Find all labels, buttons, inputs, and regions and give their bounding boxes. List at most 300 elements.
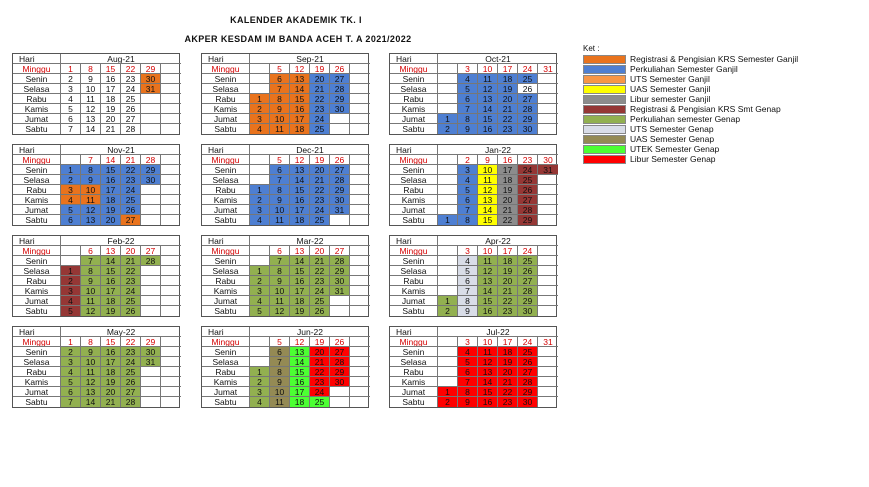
date-cell [350,337,370,347]
date-cell [250,246,270,256]
date-cell [538,84,558,94]
date-cell [330,124,350,134]
date-cell: 14 [478,205,498,215]
date-cell [161,205,181,215]
date-cell: 6 [270,165,290,175]
date-cell: 19 [310,64,330,74]
date-cell: 5 [270,337,290,347]
date-cell: 30 [518,124,538,134]
date-cell: 4 [61,94,81,104]
date-cell: 17 [498,337,518,347]
day-label-rabu: Rabu [202,367,250,377]
date-cell: 18 [290,215,310,225]
date-cell [161,296,181,306]
date-cell: 26 [518,185,538,195]
date-cell: 9 [458,124,478,134]
day-label-jumat: Jumat [13,205,61,215]
date-cell: 1 [61,266,81,276]
legend-label: UTS Semester Genap [630,124,714,134]
date-cell: 14 [290,256,310,266]
date-cell: 10 [81,84,101,94]
date-cell: 14 [478,286,498,296]
date-cell: 16 [478,397,498,407]
date-cell [538,114,558,124]
date-cell: 19 [498,185,518,195]
day-label-minggu: Minggu [202,246,250,256]
date-cell [538,387,558,397]
date-cell: 3 [61,185,81,195]
date-cell: 29 [518,296,538,306]
date-cell: 30 [518,397,538,407]
date-cell: 28 [518,377,538,387]
date-cell [438,155,458,165]
date-cell: 29 [330,367,350,377]
date-cell: 29 [518,215,538,225]
date-cell: 1 [250,185,270,195]
date-cell: 5 [270,155,290,165]
legend-item [583,144,719,154]
date-cell: 18 [101,367,121,377]
day-label-selasa: Selasa [202,84,250,94]
date-cell: 30 [330,195,350,205]
date-cell: 15 [290,185,310,195]
date-cell: 9 [81,276,101,286]
date-cell [350,377,370,387]
date-cell: 1 [250,367,270,377]
date-cell: 29 [330,185,350,195]
day-label-minggu: Minggu [202,155,250,165]
date-cell: 7 [270,256,290,266]
date-cell: 6 [270,246,290,256]
date-cell: 16 [478,124,498,134]
legend-swatch [583,95,626,104]
legend-item [583,104,781,114]
date-cell: 7 [458,104,478,114]
date-cell [161,337,181,347]
date-cell [538,104,558,114]
date-cell: 21 [101,397,121,407]
date-cell [438,347,458,357]
date-cell: 1 [250,94,270,104]
date-cell: 18 [290,397,310,407]
day-label-senin: Senin [390,74,438,84]
date-cell [161,306,181,316]
date-cell: 3 [250,286,270,296]
date-cell: 28 [330,175,350,185]
date-cell [141,286,161,296]
legend-title: Ket : [583,44,600,53]
date-cell: 12 [270,306,290,316]
date-cell: 17 [101,84,121,94]
legend-item [583,74,710,84]
date-cell: 5 [250,306,270,316]
day-label-kamis: Kamis [202,195,250,205]
date-cell: 5 [61,104,81,114]
day-label-selasa: Selasa [202,175,250,185]
date-cell: 8 [81,337,101,347]
date-cell: 6 [458,195,478,205]
date-cell [250,84,270,94]
date-cell: 19 [101,306,121,316]
date-cell [350,367,370,377]
date-cell [330,306,350,316]
date-cell [538,306,558,316]
date-cell [350,74,370,84]
date-cell: 30 [141,347,161,357]
date-cell: 2 [61,276,81,286]
date-cell: 20 [101,215,121,225]
date-cell: 14 [290,84,310,94]
legend-label: Libur Semester Genap [630,154,716,164]
day-label-kamis: Kamis [390,195,438,205]
legend-label: Registrasi & Pengisian KRS Semester Ganjil [630,54,799,64]
date-cell: 26 [330,337,350,347]
date-cell: 29 [518,114,538,124]
date-cell: 8 [81,165,101,175]
day-label-minggu: Minggu [202,337,250,347]
date-cell: 9 [81,175,101,185]
date-cell: 29 [141,64,161,74]
date-cell [538,266,558,276]
date-cell [350,266,370,276]
date-cell: 15 [478,296,498,306]
date-cell: 13 [478,195,498,205]
date-cell: 18 [101,94,121,104]
date-cell: 31 [141,357,161,367]
date-cell: 12 [478,357,498,367]
date-cell: 8 [270,367,290,377]
date-cell: 5 [458,357,478,367]
date-cell [438,195,458,205]
date-cell [538,397,558,407]
date-cell: 21 [498,286,518,296]
date-cell [438,266,458,276]
date-cell: 25 [310,397,330,407]
date-cell: 22 [498,215,518,225]
date-cell: 29 [141,337,161,347]
date-cell: 3 [61,286,81,296]
date-cell: 2 [250,276,270,286]
date-cell: 4 [61,367,81,377]
date-cell: 18 [498,347,518,357]
date-cell: 12 [81,377,101,387]
date-cell [161,377,181,387]
day-label-jumat: Jumat [13,387,61,397]
date-cell: 25 [310,215,330,225]
date-cell [141,296,161,306]
date-cell: 30 [518,306,538,316]
day-label-selasa: Selasa [13,357,61,367]
date-cell [438,246,458,256]
date-cell: 31 [330,205,350,215]
month-name: May-22 [61,327,181,337]
date-cell: 4 [458,256,478,266]
date-cell: 5 [270,64,290,74]
hari-header: Hari [390,54,438,64]
date-cell [161,165,181,175]
date-cell: 15 [290,266,310,276]
date-cell: 17 [290,286,310,296]
date-cell: 6 [61,387,81,397]
date-cell: 8 [458,215,478,225]
date-cell: 19 [310,155,330,165]
date-cell: 16 [101,276,121,286]
date-cell: 7 [270,84,290,94]
date-cell [538,256,558,266]
date-cell [538,276,558,286]
date-cell [350,155,370,165]
day-label-senin: Senin [13,165,61,175]
date-cell [141,306,161,316]
date-cell: 13 [290,246,310,256]
date-cell: 30 [141,74,161,84]
day-label-sabtu: Sabtu [390,397,438,407]
date-cell: 23 [498,397,518,407]
day-label-minggu: Minggu [13,155,61,165]
date-cell: 3 [61,84,81,94]
legend-swatch [583,105,626,114]
date-cell: 31 [538,337,558,347]
date-cell [141,94,161,104]
date-cell: 23 [498,124,518,134]
date-cell: 30 [538,155,558,165]
date-cell: 13 [290,165,310,175]
date-cell: 23 [310,195,330,205]
month-feb-22 [12,235,180,317]
date-cell: 4 [61,296,81,306]
date-cell: 18 [290,296,310,306]
day-label-sabtu: Sabtu [13,215,61,225]
date-cell: 25 [518,256,538,266]
date-cell: 5 [61,306,81,316]
date-cell: 6 [61,215,81,225]
date-cell: 5 [458,84,478,94]
month-name: Sep-21 [250,54,370,64]
legend-item [583,84,710,94]
date-cell [161,357,181,367]
date-cell: 25 [121,367,141,377]
date-cell [61,256,81,266]
date-cell: 4 [250,215,270,225]
day-label-kamis: Kamis [202,104,250,114]
date-cell [538,205,558,215]
hari-header: Hari [390,327,438,337]
date-cell: 8 [458,114,478,124]
date-cell: 22 [310,185,330,195]
date-cell: 7 [458,205,478,215]
date-cell [538,94,558,104]
date-cell: 24 [518,337,538,347]
month-name: Jul-22 [438,327,558,337]
date-cell: 20 [121,246,141,256]
date-cell [161,246,181,256]
date-cell: 11 [478,74,498,84]
date-cell: 7 [61,124,81,134]
date-cell [141,377,161,387]
day-label-kamis: Kamis [390,377,438,387]
date-cell: 25 [310,296,330,306]
date-cell [350,84,370,94]
date-cell: 6 [458,367,478,377]
hari-header: Hari [13,327,61,337]
day-label-jumat: Jumat [390,296,438,306]
date-cell [250,347,270,357]
date-cell: 16 [101,347,121,357]
date-cell: 17 [290,114,310,124]
date-cell: 26 [310,306,330,316]
date-cell: 13 [478,94,498,104]
date-cell: 19 [101,205,121,215]
legend-item [583,134,714,144]
date-cell: 12 [478,185,498,195]
date-cell [438,175,458,185]
date-cell: 19 [310,337,330,347]
date-cell [350,296,370,306]
day-label-jumat: Jumat [202,387,250,397]
date-cell: 13 [478,367,498,377]
date-cell [438,276,458,286]
date-cell: 21 [121,155,141,165]
date-cell: 8 [81,64,101,74]
date-cell: 7 [458,286,478,296]
day-label-rabu: Rabu [202,276,250,286]
date-cell: 27 [121,215,141,225]
date-cell: 1 [61,64,81,74]
day-label-rabu: Rabu [13,367,61,377]
date-cell: 16 [101,175,121,185]
hari-header: Hari [202,54,250,64]
date-cell: 27 [330,74,350,84]
legend-swatch [583,135,626,144]
date-cell: 10 [270,114,290,124]
date-cell: 13 [81,387,101,397]
date-cell [161,175,181,185]
date-cell: 31 [538,64,558,74]
day-label-senin: Senin [390,256,438,266]
day-label-selasa: Selasa [390,175,438,185]
date-cell [438,94,458,104]
date-cell: 2 [61,74,81,84]
date-cell: 8 [81,266,101,276]
date-cell: 27 [518,94,538,104]
date-cell: 29 [330,266,350,276]
date-cell: 2 [250,195,270,205]
date-cell: 3 [458,246,478,256]
date-cell [538,296,558,306]
date-cell: 20 [498,276,518,286]
date-cell: 27 [330,347,350,357]
date-cell [350,104,370,114]
date-cell [330,387,350,397]
legend-swatch [583,145,626,154]
date-cell [350,124,370,134]
day-label-kamis: Kamis [13,195,61,205]
day-label-senin: Senin [390,347,438,357]
date-cell: 22 [498,114,518,124]
date-cell: 1 [61,165,81,175]
date-cell [350,94,370,104]
date-cell: 24 [121,185,141,195]
day-label-sabtu: Sabtu [390,215,438,225]
date-cell: 13 [101,246,121,256]
date-cell: 9 [270,195,290,205]
date-cell: 28 [518,205,538,215]
date-cell: 24 [518,165,538,175]
date-cell: 11 [270,215,290,225]
date-cell: 6 [270,74,290,84]
date-cell [538,74,558,84]
date-cell: 5 [61,205,81,215]
date-cell: 5 [458,266,478,276]
date-cell [250,175,270,185]
date-cell [438,286,458,296]
day-label-selasa: Selasa [202,357,250,367]
date-cell: 23 [310,104,330,114]
date-cell: 25 [121,296,141,306]
date-cell: 19 [498,84,518,94]
date-cell [161,286,181,296]
date-cell: 10 [270,387,290,397]
date-cell: 10 [81,357,101,367]
date-cell: 22 [121,337,141,347]
date-cell: 15 [478,387,498,397]
month-sep-21 [201,53,369,135]
date-cell [438,367,458,377]
date-cell: 28 [330,256,350,266]
calendar-subtitle: AKPER KESDAM IM BANDA ACEH T. A 2021/2022 [184,34,412,44]
day-label-sabtu: Sabtu [202,215,250,225]
date-cell: 21 [310,175,330,185]
date-cell [538,195,558,205]
date-cell [350,215,370,225]
date-cell: 28 [330,357,350,367]
date-cell: 30 [141,175,161,185]
month-name: Feb-22 [61,236,181,246]
date-cell: 6 [61,114,81,124]
legend-label: Registrasi & Pengisian KRS Smt Genap [630,104,781,114]
date-cell [330,215,350,225]
date-cell: 14 [478,377,498,387]
date-cell [161,347,181,357]
date-cell: 28 [121,397,141,407]
month-jul-22 [389,326,557,408]
day-label-selasa: Selasa [13,84,61,94]
date-cell [438,64,458,74]
date-cell: 23 [310,276,330,286]
date-cell: 23 [121,347,141,357]
date-cell: 1 [438,215,458,225]
day-label-minggu: Minggu [13,64,61,74]
day-label-rabu: Rabu [390,367,438,377]
date-cell: 1 [250,266,270,276]
month-oct-21 [389,53,557,135]
date-cell: 21 [498,205,518,215]
date-cell: 25 [518,74,538,84]
day-label-jumat: Jumat [202,114,250,124]
date-cell [161,195,181,205]
date-cell [161,94,181,104]
date-cell [141,387,161,397]
month-mar-22 [201,235,369,317]
day-label-senin: Senin [202,256,250,266]
month-name: Apr-22 [438,236,558,246]
date-cell: 2 [250,377,270,387]
hari-header: Hari [202,145,250,155]
date-cell: 15 [478,114,498,124]
day-label-kamis: Kamis [390,104,438,114]
date-cell: 16 [290,104,310,114]
date-cell [350,347,370,357]
